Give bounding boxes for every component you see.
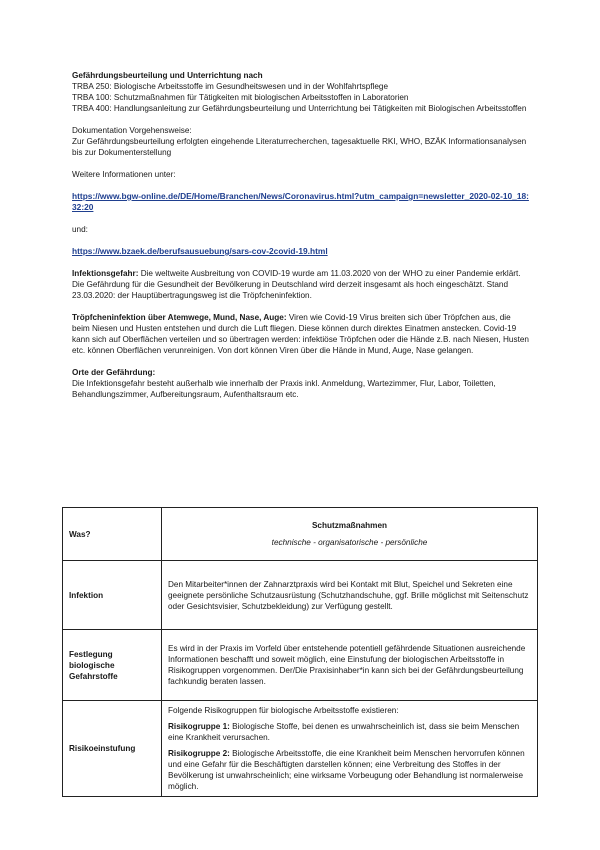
documentation-text: Zur Gefährdungsbeurteilung erfolgten eingehende Literaturrecherchen, tagesaktuelle RKI, WHO, BZÄK Informationsanalysen bis zur Dokumenterstellung xyxy=(72,137,527,157)
trba-100-line: TRBA 100: Schutzmaßnahmen für Tätigkeiten mit biologischen Arbeitsstoffen in Laboratorien xyxy=(72,93,409,102)
risikogruppe-2-text: Biologische Arbeitsstoffe, die eine Krankheit beim Menschen hervorrufen können und eine Gefahr für die Beschäftigten darstellen können; eine Verbreitung des Stoffes in der Bevölkerung ist unwahrscheinlich; eine wirksame Vorbeugung oder Behandlung ist normalerweise möglich. xyxy=(168,749,525,791)
protection-measures-table xyxy=(62,507,538,797)
risikogruppe-1-text: Biologische Stoffe, bei denen es unwahrscheinlich ist, dass sie beim Menschen eine Krankheit verursachen. xyxy=(168,722,520,742)
row-text-risikoeinstufung xyxy=(162,701,538,797)
schutzmassnahmen-title: Schutzmaßnahmen xyxy=(311,521,388,530)
risikogruppe-1-label: Risikogruppe 1: xyxy=(168,722,230,731)
col-was-header: Was? xyxy=(63,508,162,561)
table-row xyxy=(63,561,538,630)
bgw-link[interactable]: https://www.bgw-online.de/DE/Home/Branchen/News/Coronavirus.html?utm_campaign=newsletter_2020-02-10_18:32:20 xyxy=(72,191,529,212)
document-title: Gefährdungsbeurteilung und Unterrichtung nach xyxy=(72,71,263,80)
troepfchen-paragraph xyxy=(72,312,530,356)
infektionsgefahr-paragraph xyxy=(72,268,530,301)
and-text: und: xyxy=(72,225,88,234)
row-label-risikoeinstufung: Risikoeinstufung xyxy=(63,701,162,797)
documentation-heading: Dokumentation Vorgehensweise: xyxy=(72,126,192,135)
table-row xyxy=(63,701,538,797)
table-header-row xyxy=(63,508,538,561)
info-heading: Weitere Informationen unter: xyxy=(72,170,176,179)
schutzmassnahmen-subtitle: technische - organisatorische - persönliche xyxy=(271,538,428,547)
infektionsgefahr-label: Infektionsgefahr: xyxy=(72,269,139,278)
row-label-festlegung: Festlegung biologische Gefahrstoffe xyxy=(63,630,162,701)
row-text-infektion: Den Mitarbeiter*innen der Zahnarztpraxis wird bei Kontakt mit Blut, Speichel und Sekreten eine geeignete persönliche Schutzausrüstung (Schutzhandschuhe, ggf. Brille möglichst mit Seitenschutz oder Gesichtsvisier, Schutzbekleidung) zur Verfügung gestellt. xyxy=(162,561,538,630)
trba-250-line: TRBA 250: Biologische Arbeitsstoffe im Gesundheitswesen und in der Wohlfahrtspflege xyxy=(72,82,389,91)
infektionsgefahr-text: Die weltweite Ausbreitung von COVID-19 wurde am 11.03.2020 von der WHO zu einer Pandemie erklärt. Die Gefährdung für die Gesundheit der Bevölkerung in Deutschland wird derzeit insgesamt als hoch eingeschätzt. Stand 23.03.2020: der Hauptübertragungsweg ist die Tröpfcheninfektion. xyxy=(72,269,521,300)
orte-text: Die Infektionsgefahr besteht außerhalb wie innerhalb der Praxis inkl. Anmeldung, Wartezimmer, Flur, Labor, Toiletten, Behandlungszimmer, Aufbereitungsraum, Aufenthaltsraum etc. xyxy=(72,379,496,399)
document-body xyxy=(72,70,530,400)
risikogruppen-intro: Folgende Risikogruppen für biologische Arbeitsstoffe existieren: xyxy=(168,706,399,715)
risikogruppe-2-label: Risikogruppe 2: xyxy=(168,749,230,758)
risikogruppe-2 xyxy=(168,748,531,792)
orte-heading: Orte der Gefährdung: xyxy=(72,368,156,377)
troepfchen-label: Tröpfcheninfektion über Atemwege, Mund, Nase, Auge: xyxy=(72,313,287,322)
col-schutz-header xyxy=(162,508,538,561)
trba-400-line: TRBA 400: Handlungsanleitung zur Gefährdungsbeurteilung und Unterrichtung bei Tätigkeiten mit Biologischen Arbeitsstoffen xyxy=(72,104,527,113)
table-row xyxy=(63,630,538,701)
risikogruppe-1 xyxy=(168,721,531,743)
bzaek-link[interactable]: https://www.bzaek.de/berufsausuebung/sars-cov-2covid-19.html xyxy=(72,246,328,256)
row-label-infektion: Infektion xyxy=(63,561,162,630)
row-text-festlegung: Es wird in der Praxis im Vorfeld über entstehende potentiell gefährdende Situationen ausreichende Informationen beschafft und soweit möglich, eine Einstufung der biologischen Arbeitsstoffe in Risikogruppen vorgenommen. Der/Die Praxisinhaber*in kann sich bei der Gefährdungsbeurteilung fachkundig beraten lassen. xyxy=(162,630,538,701)
troepfchen-text: Viren wie Covid-19 Virus breiten sich über Tröpfchen aus, die beim Niesen und Husten entstehen und durch die Luft fliegen. Diese können durch direktes Einatmen anstecken. Covid-19 kann sich auf Oberflächen verteilen und so übertragen werden: infektiöse Tröpfchen oder die Hände z.B. nach Niesen, Husten etc. können Oberflächen verunreinigen. Von dort können Viren über die Hände in Mund, Auge, Nase gelangen. xyxy=(72,313,529,355)
